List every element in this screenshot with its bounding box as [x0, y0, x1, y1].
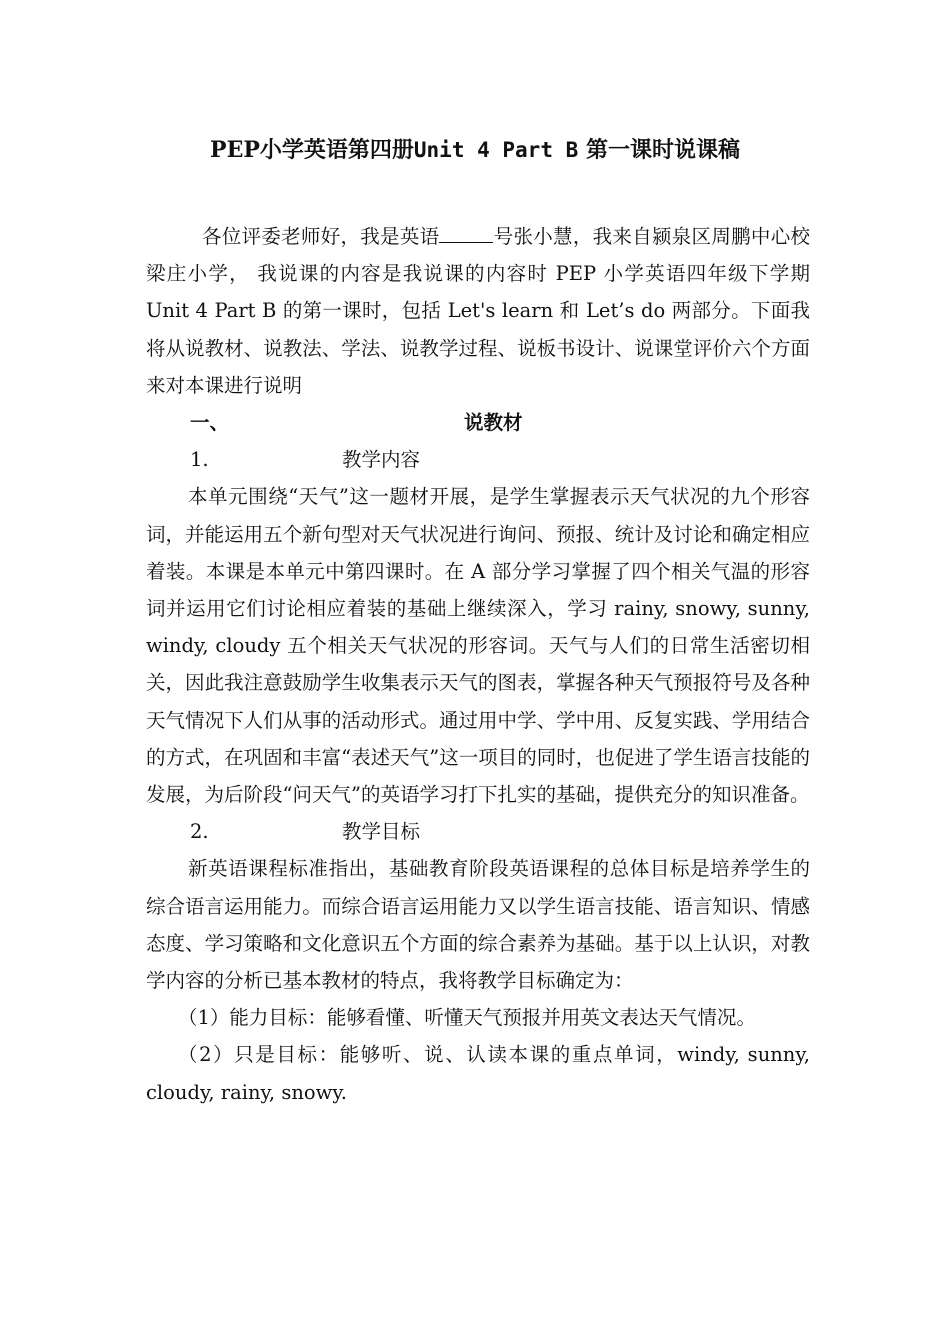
section-number: 一、 — [190, 411, 230, 435]
subheading-content — [146, 441, 810, 478]
section-heading-textbook — [146, 404, 810, 441]
title-code: Unit 4 Part B — [413, 138, 579, 162]
intro-text-end: 号张小慧，我来自颍泉区周鹏中心校梁庄小学， 我说课的内容是我说课的内容时 PEP 小学英语四年级下学期 Unit 4 Part B 的第一课时，包括 Let's learn 和 Let’s do 两部分。下面我将从说教材、说教法、学法、说教学过程、说板书设计、说课堂评价六个方面来对本课进行说明 — [146, 225, 810, 397]
section-title: 说教材 — [464, 411, 523, 435]
subheading-goals — [146, 813, 810, 850]
document-title — [0, 134, 950, 166]
intro-paragraph — [146, 218, 810, 404]
goals-paragraph: 新英语课程标准指出，基础教育阶段英语课程的总体目标是培养学生的综合语言运用能力。而综合语言运用能力又以学生语言技能、语言知识、情感态度、学习策略和文化意识五个方面的综合素养为基础。基于以上认识，对教学内容的分析已基本教材的特点，我将教学目标确定为： — [146, 857, 810, 993]
document-body — [146, 218, 810, 1111]
subheading-title: 教学内容 — [342, 448, 421, 472]
subheading-number: 1. — [190, 448, 209, 472]
title-suffix: 第一课时说课稿 — [585, 137, 740, 163]
fill-in-blank — [439, 224, 493, 243]
objective-ability: （1）能力目标：能够看懂、听懂天气预报并用英文表达天气情况。 — [178, 1006, 756, 1030]
intro-text-start: 各位评委老师好，我是英语 — [202, 225, 440, 248]
subheading-title: 教学目标 — [342, 820, 421, 844]
objective-knowledge: （2）只是目标：能够听、说、认读本课的重点单词，windy, sunny, cloudy, rainy, snowy. — [146, 1043, 810, 1104]
subheading-number: 2. — [190, 820, 209, 844]
title-prefix: PEP小学英语第四册 — [210, 137, 414, 163]
content-paragraph: 本单元围绕“天气”这一题材开展，是学生掌握表示天气状况的九个形容词，并能运用五个新句型对天气状况进行询问、预报、统计及讨论和确定相应着装。本课是本单元中第四课时。在 A 部分学习掌握了四个相关气温的形容词并运用它们讨论相应着装的基础上继续深入，学习 rainy, snowy, sunny, windy, cloudy 五个相关天气状况的形容词。天气与人们的日常生活密切相关，因此我注意鼓励学生收集表示天气的图表，掌握各种天气预报符号及各种天气情况下人们从事的活动形式。通过用中学、学中用、反复实践、学用结合的方式，在巩固和丰富“表述天气”这一项目的同时，也促进了学生语言技能的发展，为后阶段“问天气”的英语学习打下扎实的基础，提供充分的知识准备。 — [146, 485, 810, 807]
